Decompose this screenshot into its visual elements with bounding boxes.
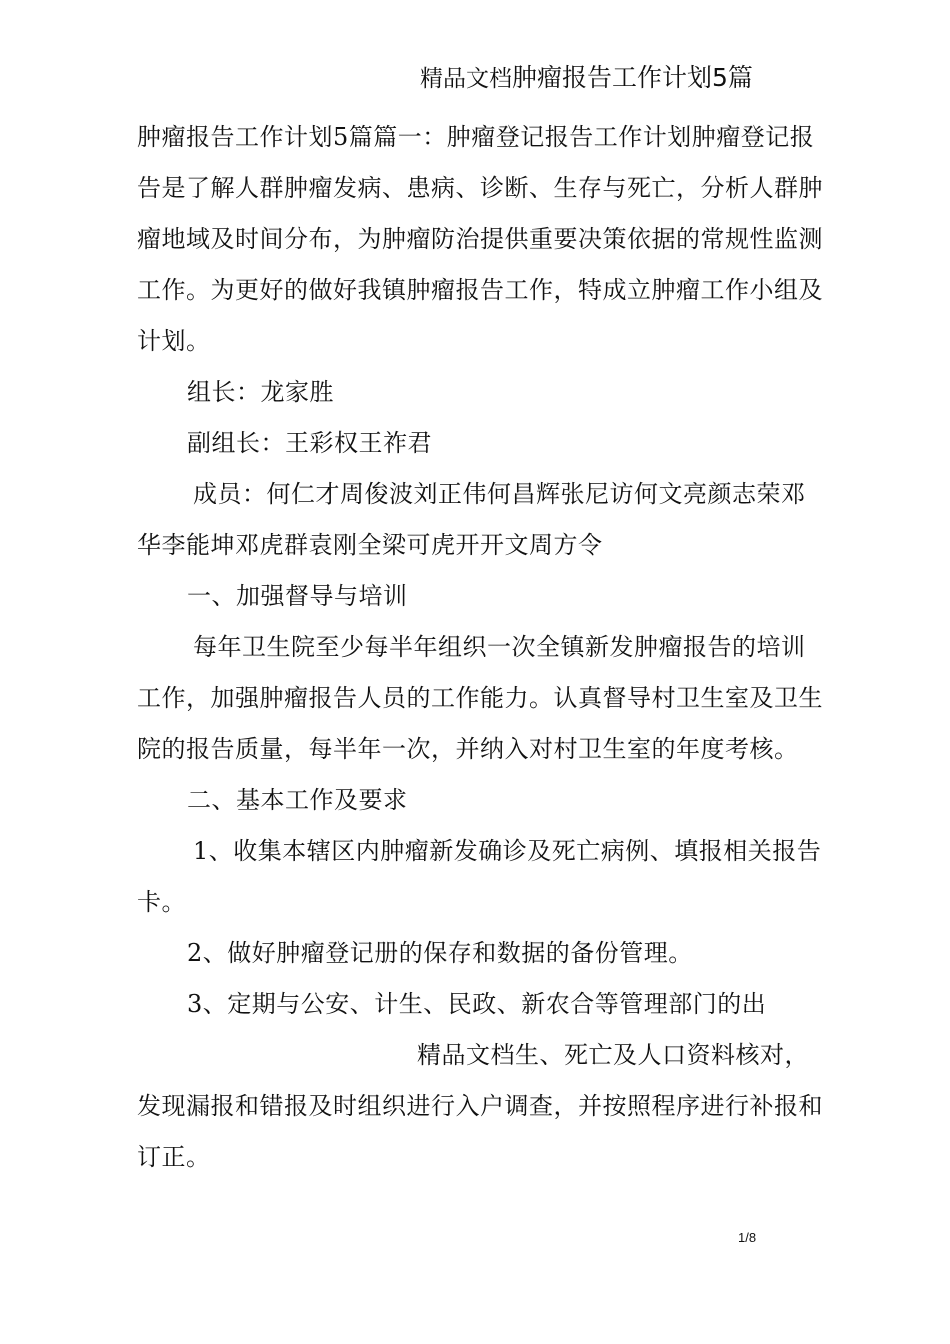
document-title: 肿瘤报告工作计划5篇 — [512, 63, 753, 92]
inline-watermark: 精品文档 — [417, 1041, 515, 1069]
section1-heading: 一、加强督导与培训 — [187, 582, 408, 610]
page-number: 1/8 — [738, 1230, 757, 1245]
section2-heading: 二、基本工作及要求 — [187, 786, 408, 814]
page-header — [420, 62, 753, 95]
item3-continued-paragraph — [137, 1030, 827, 1183]
item3-paragraph: 3、定期与公安、计生、民政、新农合等管理部门的出 — [187, 990, 767, 1018]
item1-paragraph: 1、收集本辖区内肿瘤新发确诊及死亡病例、填报相关报告卡。 — [137, 837, 822, 916]
section1-paragraph: 每年卫生院至少每半年组织一次全镇新发肿瘤报告的培训工作，加强肿瘤报告人员的工作能力。认真督导村卫生室及卫生院的报告质量，每半年一次，并纳入对村卫生室的年度考核。 — [137, 633, 823, 763]
intro-paragraph: 肿瘤报告工作计划5篇篇一：肿瘤登记报告工作计划肿瘤登记报告是了解人群肿瘤发病、患病、诊断、生存与死亡，分析人群肿瘤地域及时间分布，为肿瘤防治提供重要决策依据的常规性监测工作。为更好的做好我镇肿瘤报告工作，特成立肿瘤工作小组及计划。 — [137, 123, 823, 355]
members-paragraph: 成员：何仁才周俊波刘正伟何昌辉张尼访何文亮颜志荣邓华李能坤邓虎群袁刚全梁可虎开开文周方令 — [137, 480, 806, 559]
item3-continued-text: 生、死亡及人口资料核对，发现漏报和错报及时组织进行入户调查，并按照程序进行补报和订正。 — [137, 1041, 823, 1171]
leader-line: 组长：龙家胜 — [187, 378, 334, 406]
document-body — [137, 112, 827, 1183]
header-watermark: 精品文档 — [420, 66, 512, 92]
deputy-leader-line: 副组长：王彩权王祚君 — [187, 429, 432, 457]
item2-paragraph: 2、做好肿瘤登记册的保存和数据的备份管理。 — [187, 939, 693, 967]
